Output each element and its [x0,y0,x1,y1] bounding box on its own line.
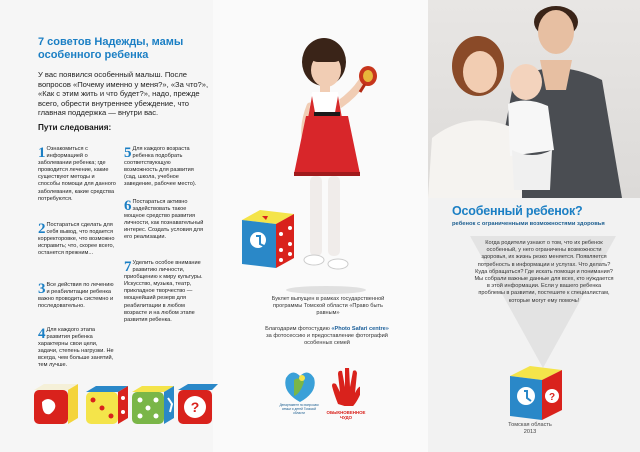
publication-info [500,422,560,436]
tip-number: 3 [38,281,46,297]
tip-text: Постараться активно задействовать такое мощное средство развития личности, как познавательный интерес. Создать условия для его реализации. [124,199,204,241]
studio-name: «Photo Safari centre» [331,326,389,332]
tip-number: 4 [38,326,46,342]
department-logo-icon [280,368,318,404]
hand-logo-icon [330,368,360,406]
tip-text: Все действия по лечению и реабилитации ребенка важно проводить системно и последовательно. [38,282,114,310]
tip-number: 5 [124,145,132,161]
question-dice-icon [178,384,218,424]
funnel-text: Когда родители узнают о том, что их ребенок особенный, у него ограничены возможности здоровья, их жизнь резко меняется. Появляется потребность в информации и услугах. Что делать? Куда обращаться? Где искать помощи и понимания? Мы собрали важные данные для всех, кто нуждается в этой информации. Если у вашего ребенка проблемы в развитии, постешите к специалистам, которые могут ему помочь! [474,240,614,304]
tip-text: Постараться сделать для себя вывод, что подается корректоровке, что возможно исправить; что, скорее всего, останется прежним... [38,222,115,257]
tip-text: Уделить особое внимание развитию личности, приобщению к миру культуры. Искусство, музыка, театр, прикладное творчество — мощнейший резерв для реабилитации в любом возрасте и на любом этапе развития ребенка. [124,260,203,323]
department-logo-text: Департамент по вопросам семьи и детей Томской области [279,403,319,415]
thanks-note [262,326,392,347]
tip-1 [38,146,118,203]
tip-number: 2 [38,221,46,237]
region-name: Томская область [508,422,552,428]
intro-paragraph: У вас появился особенный малыш. После вопросов «Почему именно у меня?», «За что?», «Как с этим жить и что будет?», надо, прежде всего, обрести внутреннее убеждение, что главная поддержка — внутри вас. [38,70,209,118]
subheadline: ребенок с ограниченными возможностями здоровья [452,221,605,227]
publication-year: 2013 [523,429,537,435]
tip-text: Ознакомиться с информацией о заболевании ребенка; где проводится лечение, какие существуют методы и способы помощи для данного заболевания, какие средства потребуются. [38,146,116,202]
tip-2 [38,222,118,257]
tip-text: Для каждого этапа развития ребенка характерны свои цели, задачи, степень нагрузки. Не всегда, чем больше занятий, тем лучше. [38,327,114,369]
tip-7 [124,260,204,324]
dots-dice-icon [86,386,128,424]
booklet-note: Буклет выпущен в рамках государственной программы Томской области «Право быть равным» [271,296,385,316]
tip-4 [38,327,118,370]
family-photo [428,0,640,198]
cube-illustration [238,208,296,272]
tip-5 [124,146,204,189]
tip-text: Для каждого возраста ребенка подобрать соответствующую возможность для развития (сад, школа, учебное заведение, рабочее место). [124,146,197,188]
tip-6 [124,199,204,242]
page-title: 7 советов Надежды, мамы особенного ребенка [38,36,184,61]
hand-logo-text: ОБЫКНОВЕННОЕ ЧУДО [326,410,366,420]
thanks-prefix: Благодарим фотостудию [265,326,332,332]
headline: Особенный ребенок? [452,204,583,218]
girl-photo [282,20,392,298]
green-dice-icon [132,386,174,424]
accessibility-dice-icon [504,364,564,422]
dice-row-illustration [32,384,218,428]
thanks-suffix: за фотосессию и предоставление фотографий особенных семей [266,333,388,346]
sign-language-dice-icon [34,384,78,424]
tip-3 [38,282,118,310]
tip-number: 6 [124,198,132,214]
family-photo-illustration [428,0,640,198]
tip-number: 1 [38,145,46,161]
tip-number: 7 [124,259,132,275]
svg-text:?: ? [190,399,200,415]
svg-text:?: ? [548,392,556,403]
paths-heading: Пути следования: [38,123,112,132]
